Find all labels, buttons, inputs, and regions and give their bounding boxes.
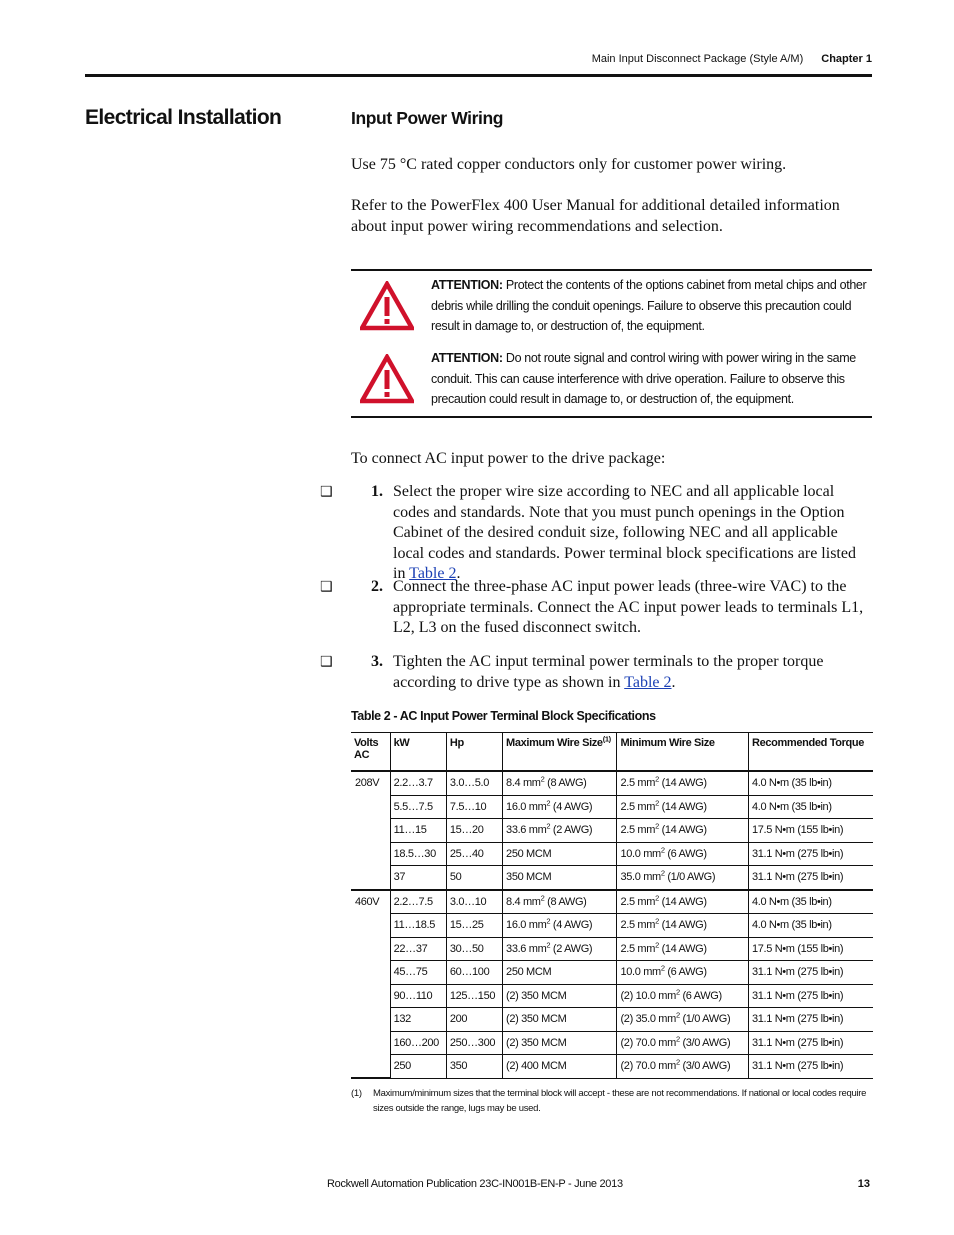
- attention-box: [351, 269, 872, 418]
- section-title: Electrical Installation: [85, 106, 282, 129]
- max-wire-value: 33.6 mm: [506, 942, 547, 955]
- table-row: [351, 795, 873, 819]
- step-text-body: Select the proper wire size according to NEC and all applicable local codes and standards. Note that you must punch openings in the Option Cabinet of the desired conduit size, following NEC and all applicable local codes and standards. Power terminal block specifications are listed in: [393, 483, 856, 582]
- step-text-end: .: [456, 565, 461, 582]
- min-wire-gauge: (3/0 AWG): [679, 1036, 731, 1049]
- header-chapter: Chapter 1: [821, 53, 872, 65]
- squared-sup: 2: [675, 1057, 680, 1067]
- squared-sup: 2: [655, 916, 659, 926]
- min-wire-gauge: (1/0 AWG): [679, 1013, 731, 1026]
- squared-sup: 2: [655, 821, 659, 831]
- kw-cell: 160…200: [390, 1031, 446, 1055]
- hp-cell: 25…40: [446, 842, 502, 866]
- squared-sup: 2: [655, 893, 659, 903]
- hp-cell: 200: [446, 1008, 502, 1032]
- min-wire-value: (2) 35.0 mm: [620, 1013, 676, 1026]
- min-wire-cell: [617, 866, 749, 890]
- min-wire-gauge: (14 AWG): [658, 895, 707, 908]
- max-wire-cell: [503, 866, 617, 890]
- table-row: [351, 771, 873, 795]
- min-wire-value: (2) 70.0 mm: [620, 1036, 676, 1049]
- step-text-end: .: [671, 673, 676, 691]
- squared-sup: 2: [655, 798, 659, 808]
- table-row: [351, 1031, 873, 1055]
- table-row: [351, 1055, 873, 1079]
- col-header-volts: Volts AC: [351, 733, 390, 772]
- col-header-max-wire: [503, 733, 617, 772]
- max-wire-gauge: (2 AWG): [550, 942, 593, 955]
- max-wire-cell: [503, 795, 617, 819]
- volts-cell: 208V: [351, 771, 390, 890]
- max-wire-value: 16.0 mm: [506, 919, 547, 932]
- col-header-min-wire: Minimum Wire Size: [617, 733, 749, 772]
- squared-sup: 2: [660, 868, 665, 878]
- step-text-body: Tighten the AC input terminal power terminals to the proper torque according to drive type as shown in: [393, 653, 824, 691]
- max-wire-gauge: (4 AWG): [550, 800, 593, 813]
- step-number: 1.: [371, 483, 383, 500]
- subsection-title: Input Power Wiring: [351, 108, 504, 128]
- kw-cell: 132: [390, 1008, 446, 1032]
- squared-sup: 2: [660, 845, 665, 855]
- max-wire-value: 250 MCM: [506, 966, 552, 979]
- squared-sup: 2: [675, 987, 680, 997]
- kw-cell: 5.5…7.5: [390, 795, 446, 819]
- max-wire-gauge: (8 AWG): [544, 777, 587, 790]
- hp-cell: 3.0…10: [446, 890, 502, 914]
- col-header-hp: Hp: [446, 733, 502, 772]
- max-wire-cell: [503, 1055, 617, 1079]
- table-row: [351, 937, 873, 961]
- squared-sup: 2: [540, 774, 545, 784]
- min-wire-cell: [617, 819, 749, 843]
- header-section: Main Input Disconnect Package (Style A/M): [591, 53, 804, 65]
- checkbox-icon[interactable]: ❑: [320, 654, 333, 670]
- min-wire-gauge: (14 AWG): [658, 800, 707, 813]
- torque-cell: 31.1 N•m (275 lb•in): [748, 984, 873, 1008]
- header-rule: [85, 74, 872, 77]
- warning-triangle-icon: [360, 281, 414, 331]
- max-wire-value: 350 MCM: [506, 871, 552, 884]
- min-wire-gauge: (14 AWG): [658, 919, 707, 932]
- max-wire-cell: [503, 890, 617, 914]
- max-wire-value: (2) 350 MCM: [506, 989, 567, 1002]
- table-header-row: [351, 733, 873, 772]
- max-wire-cell: [503, 984, 617, 1008]
- paragraph-reference: Refer to the PowerFlex 400 User Manual for additional detailed information about input power wiring recommendations and selection.: [351, 197, 840, 235]
- footnote-text: Maximum/minimum sizes that the terminal block will accept - these are not recommendations. If national or local codes require sizes outside the range, lugs may be used.: [373, 1088, 867, 1114]
- squared-sup: 2: [655, 940, 659, 950]
- step-text: [393, 482, 871, 585]
- torque-cell: 17.5 N•m (155 lb•in): [748, 937, 873, 961]
- kw-cell: 90…110: [390, 984, 446, 1008]
- min-wire-value: 2.5 mm: [620, 895, 656, 908]
- kw-cell: 11…15: [390, 819, 446, 843]
- col-header-kw: kW: [390, 733, 446, 772]
- min-wire-cell: [617, 914, 749, 938]
- running-header: [560, 53, 872, 65]
- max-wire-cell: [503, 914, 617, 938]
- min-wire-cell: [617, 1008, 749, 1032]
- min-wire-gauge: (14 AWG): [658, 777, 707, 790]
- attention-label: ATTENTION:: [431, 351, 503, 365]
- torque-cell: 4.0 N•m (35 lb•in): [748, 914, 873, 938]
- torque-cell: 31.1 N•m (275 lb•in): [748, 866, 873, 890]
- min-wire-cell: [617, 890, 749, 914]
- warning-triangle-icon: [360, 354, 414, 404]
- min-wire-value: 10.0 mm: [620, 966, 661, 979]
- min-wire-value: 2.5 mm: [620, 800, 656, 813]
- max-wire-value: 8.4 mm: [506, 777, 541, 790]
- min-wire-gauge: (1/0 AWG): [664, 871, 716, 884]
- step-text: [393, 652, 871, 693]
- min-wire-value: 2.5 mm: [620, 824, 656, 837]
- min-wire-value: (2) 70.0 mm: [620, 1060, 676, 1073]
- min-wire-gauge: (6 AWG): [679, 989, 722, 1002]
- squared-sup: 2: [540, 893, 545, 903]
- attention-note-1: [431, 275, 867, 337]
- table-2-link[interactable]: Table 2: [624, 673, 672, 691]
- hp-cell: 60…100: [446, 961, 502, 985]
- squared-sup: 2: [675, 1010, 680, 1020]
- attention-note-2: [431, 348, 867, 410]
- min-wire-cell: [617, 1055, 749, 1079]
- torque-cell: 4.0 N•m (35 lb•in): [748, 771, 873, 795]
- table-row: [351, 819, 873, 843]
- min-wire-value: (2) 10.0 mm: [620, 989, 676, 1002]
- squared-sup: 2: [546, 940, 551, 950]
- min-wire-cell: [617, 1031, 749, 1055]
- squared-sup: 2: [675, 1034, 680, 1044]
- min-wire-gauge: (3/0 AWG): [679, 1060, 731, 1073]
- hp-cell: 15…25: [446, 914, 502, 938]
- hp-cell: 350: [446, 1055, 502, 1079]
- torque-cell: 4.0 N•m (35 lb•in): [748, 890, 873, 914]
- table-row: [351, 914, 873, 938]
- min-wire-value: 2.5 mm: [620, 942, 656, 955]
- hp-cell: 125…150: [446, 984, 502, 1008]
- volts-cell: 460V: [351, 890, 390, 1079]
- max-wire-value: 250 MCM: [506, 847, 552, 860]
- hp-cell: 50: [446, 866, 502, 890]
- paragraph-conductors: Use 75 °C rated copper conductors only for customer power wiring.: [351, 156, 787, 173]
- min-wire-cell: [617, 937, 749, 961]
- table-2-link[interactable]: Table 2: [409, 565, 457, 582]
- squared-sup: 2: [660, 963, 665, 973]
- max-wire-gauge: (8 AWG): [544, 895, 587, 908]
- min-wire-gauge: (6 AWG): [664, 847, 707, 860]
- kw-cell: 45…75: [390, 961, 446, 985]
- max-wire-value: (2) 400 MCM: [506, 1060, 567, 1073]
- hp-cell: 250…300: [446, 1031, 502, 1055]
- max-wire-label: Maximum Wire Size: [506, 737, 603, 749]
- kw-cell: 18.5…30: [390, 842, 446, 866]
- max-wire-cell: [503, 842, 617, 866]
- checkbox-icon[interactable]: ❑: [320, 579, 333, 595]
- min-wire-cell: [617, 842, 749, 866]
- min-wire-cell: [617, 771, 749, 795]
- col-header-torque: Recommended Torque: [748, 733, 873, 772]
- max-wire-cell: [503, 771, 617, 795]
- min-wire-cell: [617, 984, 749, 1008]
- min-wire-value: 2.5 mm: [620, 919, 656, 932]
- max-wire-value: 16.0 mm: [506, 800, 547, 813]
- kw-cell: 2.2…3.7: [390, 771, 446, 795]
- attention-text: Do not route signal and control wiring with power wiring in the same conduit. This can cause interference with drive operation. Failure to observe this precaution could result in damage to, or destruction of, the equipment.: [431, 351, 856, 406]
- min-wire-value: 10.0 mm: [620, 847, 661, 860]
- max-wire-cell: [503, 1031, 617, 1055]
- hp-cell: 7.5…10: [446, 795, 502, 819]
- max-wire-value: 33.6 mm: [506, 824, 547, 837]
- max-wire-gauge: (4 AWG): [550, 919, 593, 932]
- squared-sup: 2: [546, 798, 551, 808]
- min-wire-cell: [617, 961, 749, 985]
- step-text: Connect the three-phase AC input power leads (three-wire VAC) to the appropriate terminals. Connect the AC input power leads to terminals L1, L2, L3 on the fused disconnect switch.: [393, 578, 864, 636]
- torque-cell: 31.1 N•m (275 lb•in): [748, 1031, 873, 1055]
- torque-cell: 31.1 N•m (275 lb•in): [748, 961, 873, 985]
- hp-cell: 30…50: [446, 937, 502, 961]
- footnote-mark: (1): [351, 1088, 362, 1099]
- kw-cell: 250: [390, 1055, 446, 1079]
- min-wire-cell: [617, 795, 749, 819]
- table-row: [351, 890, 873, 914]
- squared-sup: 2: [655, 774, 659, 784]
- max-wire-cell: [503, 819, 617, 843]
- terminal-spec-table: [351, 732, 873, 1079]
- page-number: 13: [857, 1178, 870, 1190]
- table-row: [351, 866, 873, 890]
- table-row: [351, 842, 873, 866]
- checkbox-icon[interactable]: ❑: [320, 484, 333, 500]
- attention-text: Protect the contents of the options cabinet from metal chips and other debris while drilling the conduit openings. Failure to observe this precaution could result in damage to, or destruction of, the equipment.: [431, 278, 867, 333]
- max-wire-gauge: (2 AWG): [550, 824, 593, 837]
- kw-cell: 11…18.5: [390, 914, 446, 938]
- torque-cell: 17.5 N•m (155 lb•in): [748, 819, 873, 843]
- max-wire-cell: [503, 1008, 617, 1032]
- max-wire-value: (2) 350 MCM: [506, 1013, 567, 1026]
- step-number: 3.: [371, 653, 383, 670]
- squared-sup: 2: [546, 821, 551, 831]
- min-wire-value: 2.5 mm: [620, 777, 656, 790]
- torque-cell: 4.0 N•m (35 lb•in): [748, 795, 873, 819]
- min-wire-gauge: (14 AWG): [658, 942, 707, 955]
- footnote-ref: (1): [602, 734, 611, 744]
- step-number: 2.: [371, 578, 383, 595]
- publication-info: Rockwell Automation Publication 23C-IN001B-EN-P - June 2013: [327, 1178, 623, 1190]
- max-wire-cell: [503, 961, 617, 985]
- min-wire-value: 35.0 mm: [620, 871, 661, 884]
- kw-cell: 37: [390, 866, 446, 890]
- table-row: [351, 984, 873, 1008]
- max-wire-value: 8.4 mm: [506, 895, 541, 908]
- table-row: [351, 1008, 873, 1032]
- torque-cell: 31.1 N•m (275 lb•in): [748, 1008, 873, 1032]
- min-wire-gauge: (14 AWG): [658, 824, 707, 837]
- max-wire-cell: [503, 937, 617, 961]
- torque-cell: 31.1 N•m (275 lb•in): [748, 842, 873, 866]
- squared-sup: 2: [546, 916, 551, 926]
- hp-cell: 3.0…5.0: [446, 771, 502, 795]
- kw-cell: 2.2…7.5: [390, 890, 446, 914]
- intro-text: To connect AC input power to the drive package:: [351, 450, 666, 467]
- table-row: [351, 961, 873, 985]
- attention-label: ATTENTION:: [431, 278, 503, 292]
- torque-cell: 31.1 N•m (275 lb•in): [748, 1055, 873, 1079]
- hp-cell: 15…20: [446, 819, 502, 843]
- table-caption: Table 2 - AC Input Power Terminal Block Specifications: [351, 709, 656, 723]
- min-wire-gauge: (6 AWG): [664, 966, 707, 979]
- max-wire-value: (2) 350 MCM: [506, 1036, 567, 1049]
- kw-cell: 22…37: [390, 937, 446, 961]
